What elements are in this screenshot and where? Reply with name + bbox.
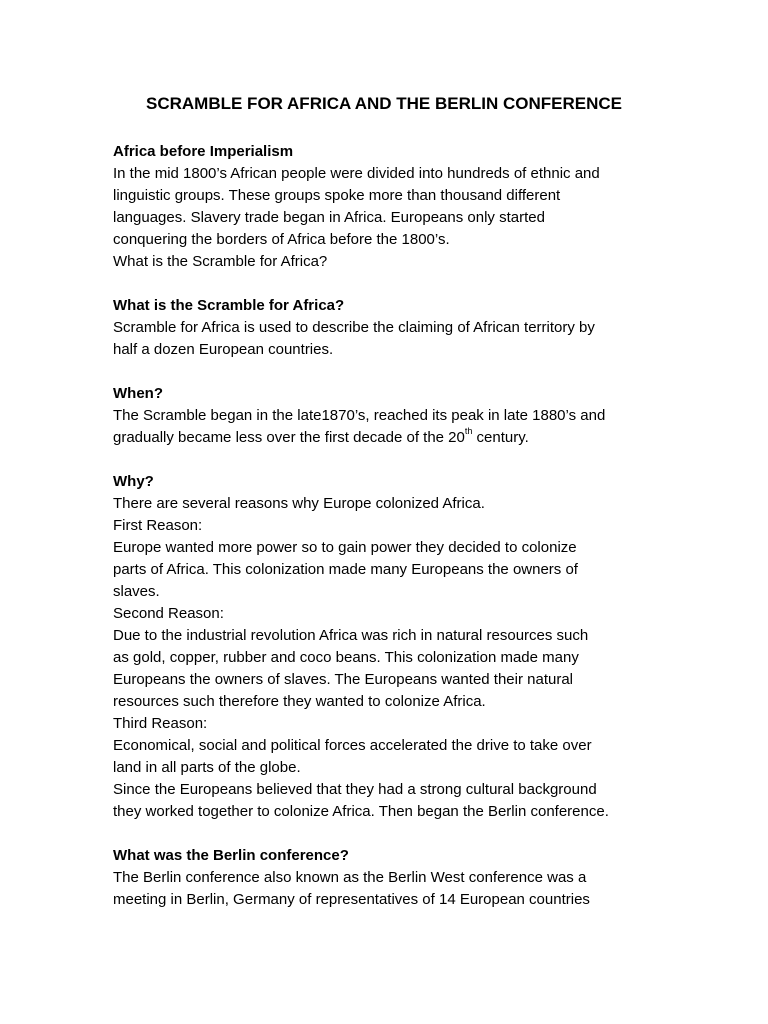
paragraph-line: Second Reason: [113,605,224,622]
paragraph-line: Scramble for Africa is used to describe the claiming of African territory by [113,319,595,336]
paragraph-line: meeting in Berlin, Germany of representatives of 14 European countries [113,891,590,908]
section-heading-when: When? [113,385,163,402]
paragraph-gap [113,361,673,383]
paragraph-line: There are several reasons why Europe colonized Africa. [113,495,485,512]
paragraph-line: as gold, copper, rubber and coco beans. This colonization made many [113,649,579,666]
paragraph-gap [113,449,673,471]
paragraph-gap [113,273,673,295]
line-text-before: gradually became less over the first decade of the 20 [113,429,465,446]
paragraph-line: linguistic groups. These groups spoke more than thousand different [113,187,561,204]
section-heading-africa-before-imperialism: Africa before Imperialism [113,143,294,160]
paragraph-line: slaves. [113,583,160,600]
paragraph-line: First Reason: [113,517,203,534]
paragraph-line: Third Reason: [113,715,208,732]
paragraph-line: parts of Africa. This colonization made many Europeans the owners of [113,561,578,578]
document-title: SCRAMBLE FOR AFRICA AND THE BERLIN CONFERENCE [146,94,622,113]
section-heading-berlin-conference: What was the Berlin conference? [113,847,349,864]
paragraph-line: Europe wanted more power so to gain power they decided to colonize [113,539,577,556]
document-body [113,141,673,911]
paragraph-line: The Scramble began in the late1870’s, reached its peak in late 1880’s and [113,407,606,424]
paragraph-gap [113,823,673,845]
paragraph-line: half a dozen European countries. [113,341,334,358]
paragraph-line: Due to the industrial revolution Africa was rich in natural resources such [113,627,589,644]
paragraph-line: Economical, social and political forces accelerated the drive to take over [113,737,592,754]
paragraph-line: resources such therefore they wanted to colonize Africa. [113,693,486,710]
ordinal-superscript: th [464,426,473,436]
paragraph-line: land in all parts of the globe. [113,759,301,776]
paragraph-line: they worked together to colonize Africa. Then began the Berlin conference. [113,803,609,820]
paragraph-line: conquering the borders of Africa before the 1800’s. [113,231,450,248]
paragraph-line: In the mid 1800’s African people were divided into hundreds of ethnic and [113,165,600,182]
paragraph-line: What is the Scramble for Africa? [113,253,328,270]
line-text-after: century. [472,429,529,446]
paragraph-line: Since the Europeans believed that they had a strong cultural background [113,781,597,798]
paragraph-line-with-superscript [113,427,673,449]
section-heading-what-is-scramble: What is the Scramble for Africa? [113,297,345,314]
paragraph-line: The Berlin conference also known as the Berlin West conference was a [113,869,587,886]
paragraph-line: languages. Slavery trade began in Africa. Europeans only started [113,209,545,226]
paragraph-line: Europeans the owners of slaves. The Europeans wanted their natural [113,671,574,688]
section-heading-why: Why? [113,473,154,490]
